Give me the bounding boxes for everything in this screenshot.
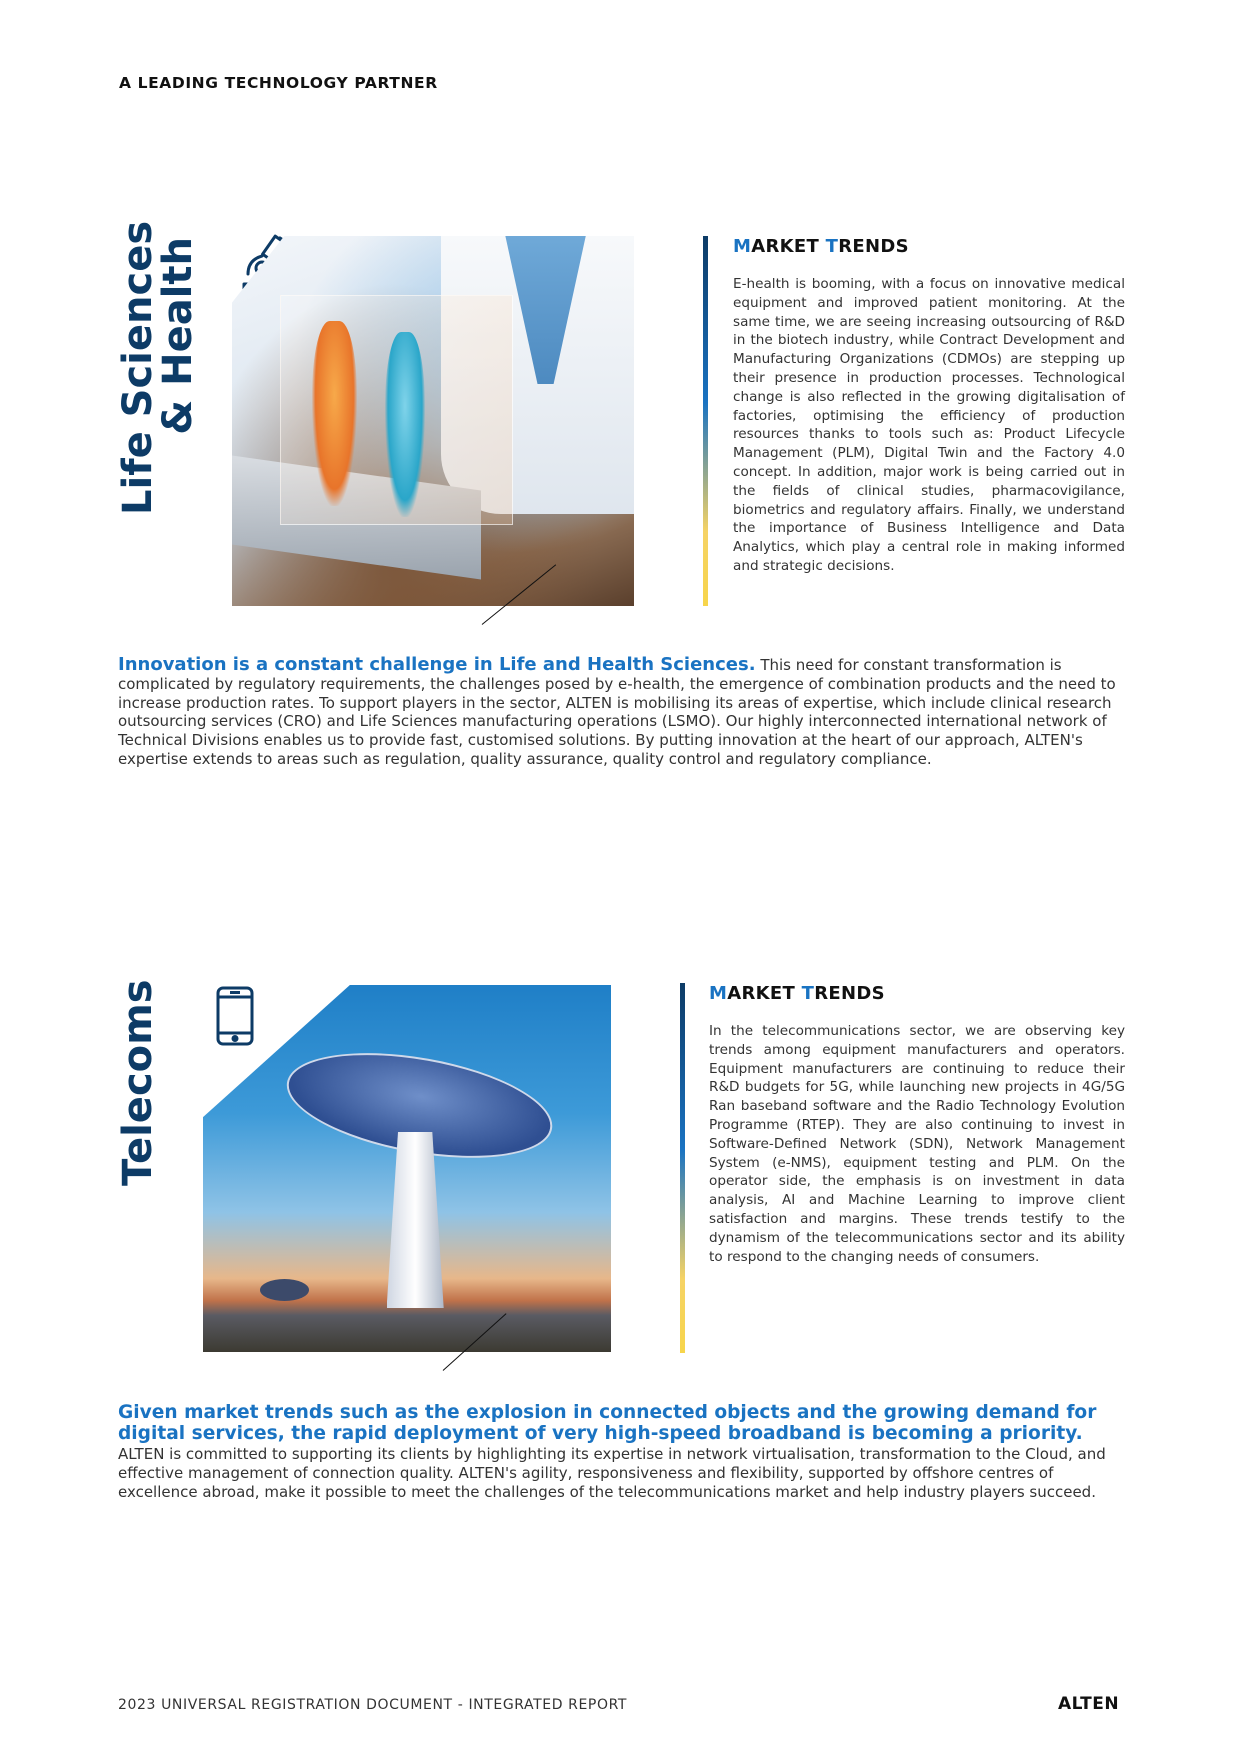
heading-initial-t: T (801, 983, 815, 1004)
heading-initial-m: M (709, 983, 728, 1004)
life-sciences-title-line-1: Life Sciences (115, 220, 161, 515)
life-sciences-title-line-2: & Health (155, 237, 201, 435)
doctor-laptop-hologram-photo (232, 236, 634, 606)
life-sciences-trends-heading (733, 236, 1125, 257)
heading-initial-t: T (825, 236, 839, 257)
heading-initial-m: M (733, 236, 752, 257)
radio-telescope-dish-photo (203, 985, 611, 1352)
life-sciences-trend-bar (703, 236, 708, 606)
footer-document-title: 2023 UNIVERSAL REGISTRATION DOCUMENT - INTEGRATED REPORT (118, 1697, 628, 1713)
telecoms-trends-body: In the telecommunications sector, we are observing key trends among equipment manufacturers and operators. Equipment manufacturers are continuing to reduce their R&D budgets for 5G, while launching new projects in 4G/5G Ran baseband software and the Radio Technology Evolution Programme (RTEP). They are also continuing to invest in Software-Defined Network (SDN), Network Management System (e-NMS), equipment testing and PLM. On the operator side, the emphasis is on investment in data analysis, AI and Machine Learning to improve client satisfaction and margins. These trends testify to the dynamism of the telecommunications sector and its ability to respond to the changing needs of consumers. (709, 1023, 1125, 1265)
smartphone-icon (215, 985, 255, 1047)
heading-rest-arket: ARKET (751, 236, 826, 257)
telecoms-trend-bar (680, 983, 685, 1353)
heading-rest-rends: RENDS (814, 983, 885, 1004)
telecoms-section-title: Telecoms (115, 979, 161, 1186)
telecoms-paragraph-text: ALTEN is committed to supporting its clients by highlighting its expertise in network virtualisation, transformation to the Cloud, and effective management of connection quality. ALTEN's agility, responsiveness and flexibility, supported by offshore centres of excellence abroad, make it possible to meet the challenges of the telecommunications market and help industry players succeed. (118, 1445, 1106, 1501)
life-sciences-paragraph-text: This need for constant transformation is complicated by regulatory requirements, the challenges posed by e-health, the emergence of combination products and the need to increase production rates. To support players in the sector, ALTEN is mobilising its areas of expertise, which include clinical research outsourcing services (CRO) and Life Sciences manufacturing operations (LSMO). Our highly interconnected international network of Technical Divisions enables us to provide fast, customised solutions. By putting innovation at the heart of our approach, ALTEN's expertise extends to areas such as regulation, quality assurance, quality control and regulatory compliance. (118, 656, 1116, 768)
telecoms-market-trends (709, 983, 1125, 1266)
life-sciences-section-title (115, 220, 201, 515)
life-sciences-trends-body: E-health is booming, with a focus on innovative medical equipment and improved patient monitoring. At the same time, we are seeing increasing outsourcing of R&D in the biotech industry, while Contract Development and Manufacturing Organizations (CDMOs) are stepping up their presence in production processes. Technological change is also reflected in the growing digitalisation of factories, optimising the efficiency of production resources thanks to tools such as: Product Lifecycle Management (PLM), Digital Twin and the Factory 4.0 concept. In addition, major work is being carried out in the fields of clinical studies, pharmacovigilance, biometrics and regulatory affairs. Finally, we understand the importance of Business Intelligence and Data Analytics, which play a central role in making informed and strategic decisions. (733, 276, 1125, 574)
life-sciences-market-trends (733, 236, 1125, 576)
telecoms-lead: Given market trends such as the explosion in connected objects and the growing demand for digital services, the rapid deployment of very high-speed broadband is becoming a priority. (118, 1402, 1097, 1444)
footer-brand-logo: ALTEN (1058, 1694, 1120, 1714)
life-sciences-lead: Innovation is a constant challenge in Life and Health Sciences. (118, 654, 756, 675)
page-header-label: A LEADING TECHNOLOGY PARTNER (119, 74, 438, 92)
telecoms-trends-heading (709, 983, 1125, 1004)
telecoms-paragraph (118, 1402, 1126, 1501)
life-sciences-paragraph (118, 656, 1126, 769)
heading-rest-arket: ARKET (727, 983, 802, 1004)
heading-rest-rends: RENDS (838, 236, 909, 257)
